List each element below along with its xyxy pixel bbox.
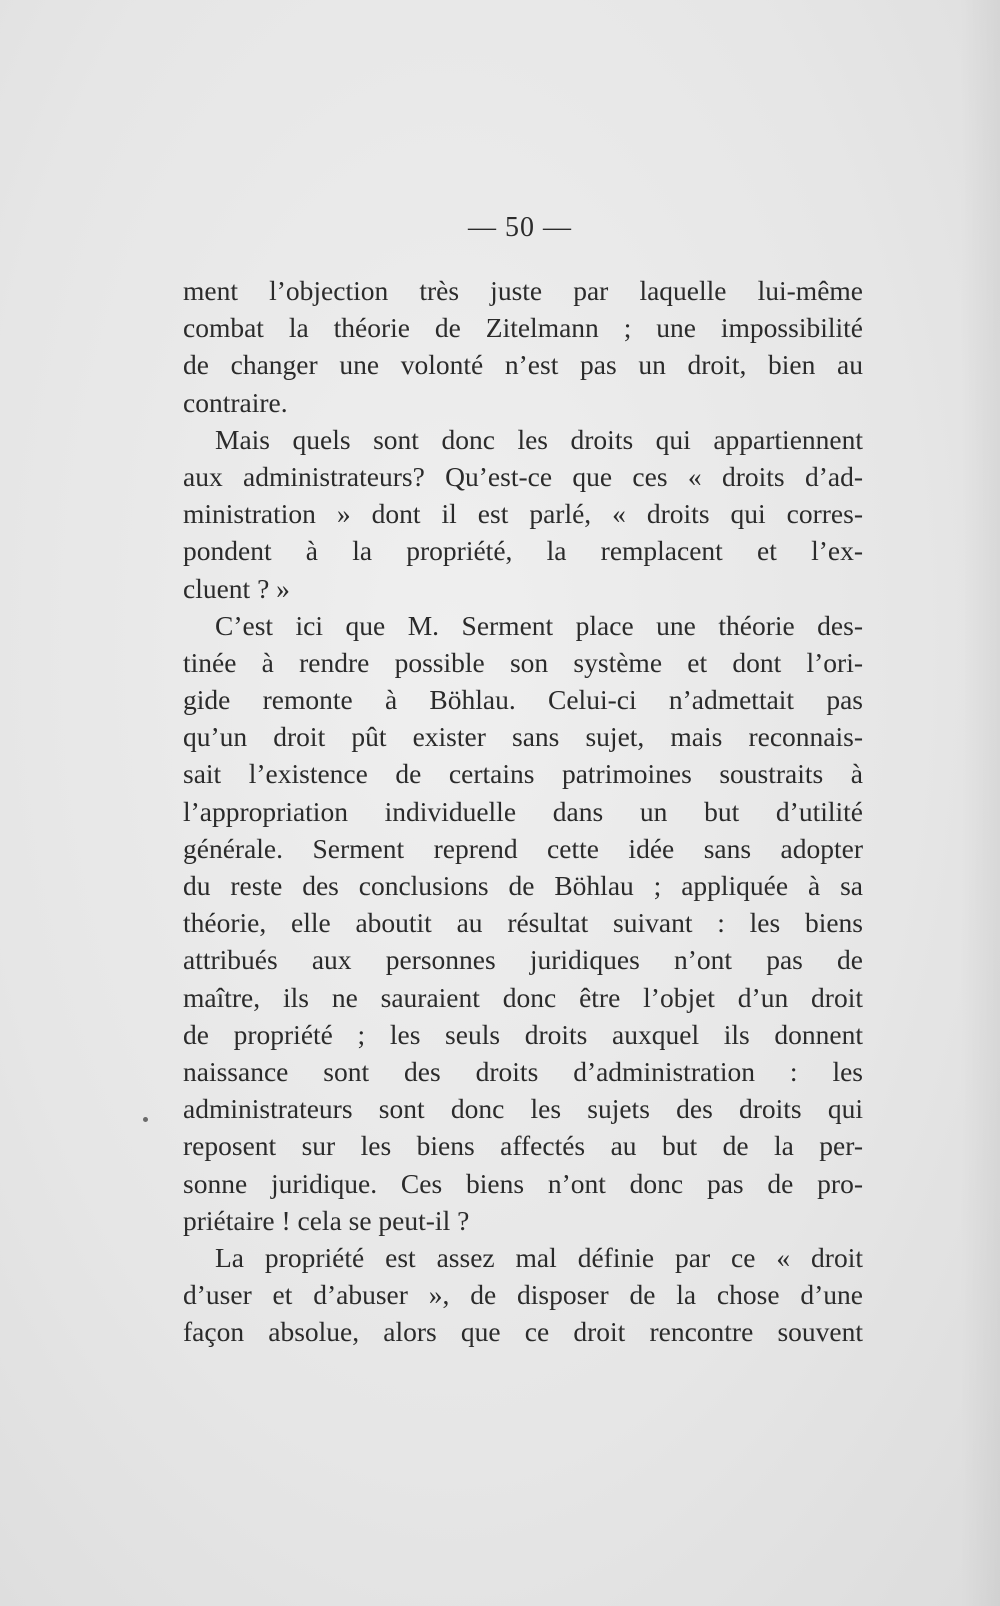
- text-line: du reste des conclusions de Böhlau ; appliquée à sa: [183, 870, 863, 901]
- text-line: priétaire ! cela se peut-il ?: [183, 1204, 470, 1236]
- text-line: qu’un droit pût exister sans sujet, mais reconnais-: [183, 721, 863, 753]
- text-line: reposent sur les biens affectés au but de la per-: [183, 1130, 863, 1162]
- text-line: combat la théorie de Zitelmann ; une impossibilité: [183, 312, 863, 344]
- text-line: de propriété ; les seuls droits auxquel ils donnent: [183, 1018, 863, 1050]
- text-line: naissance sont des droits d’administration : les: [183, 1055, 863, 1087]
- text-line: pondent à la propriété, la remplacent et l’ex-: [183, 535, 863, 567]
- text-line: gide remonte à Böhlau. Celui-ci n’admettait pas: [183, 684, 863, 716]
- body-text: [183, 272, 863, 1350]
- text-line: C’est ici que M. Serment place une théorie des-: [215, 609, 863, 641]
- text-line: ment l’objection très juste par laquelle lui-même: [183, 275, 863, 306]
- text-line: Mais quels sont donc les droits qui appartiennent: [215, 423, 863, 455]
- text-line: cluent ? »: [183, 572, 290, 604]
- text-line: ministration » dont il est parlé, « droits qui corres-: [183, 498, 863, 530]
- text-line: l’appropriation individuelle dans un but d’utilité: [183, 795, 863, 827]
- text-line: maître, ils ne sauraient donc être l’objet d’un droit: [183, 981, 863, 1013]
- ink-speck: [143, 1117, 148, 1122]
- text-line: façon absolue, alors que ce droit rencontre souvent: [183, 1316, 863, 1348]
- text-line: théorie, elle aboutit au résultat suivant : les biens: [183, 907, 863, 939]
- text-line: administrateurs sont donc les sujets des droits qui: [183, 1093, 863, 1125]
- text-line: sonne juridique. Ces biens n’ont donc pas de pro-: [183, 1167, 863, 1199]
- page-number: — 50 —: [468, 212, 572, 243]
- text-line: générale. Serment reprend cette idée sans adopter: [183, 832, 863, 864]
- text-line: aux administrateurs? Qu’est-ce que ces « droits d’ad-: [183, 460, 863, 492]
- text-line: tinée à rendre possible son système et dont l’ori-: [183, 646, 863, 678]
- text-line: d’user et d’abuser », de disposer de la chose d’une: [183, 1279, 863, 1311]
- text-line: contraire.: [183, 386, 288, 418]
- text-line: sait l’existence de certains patrimoines soustraits à: [183, 758, 863, 790]
- text-line: attribués aux personnes juridiques n’ont pas de: [183, 944, 863, 976]
- text-line: de changer une volonté n’est pas un droit, bien au: [183, 349, 863, 381]
- text-line: La propriété est assez mal définie par ce « droit: [215, 1241, 863, 1273]
